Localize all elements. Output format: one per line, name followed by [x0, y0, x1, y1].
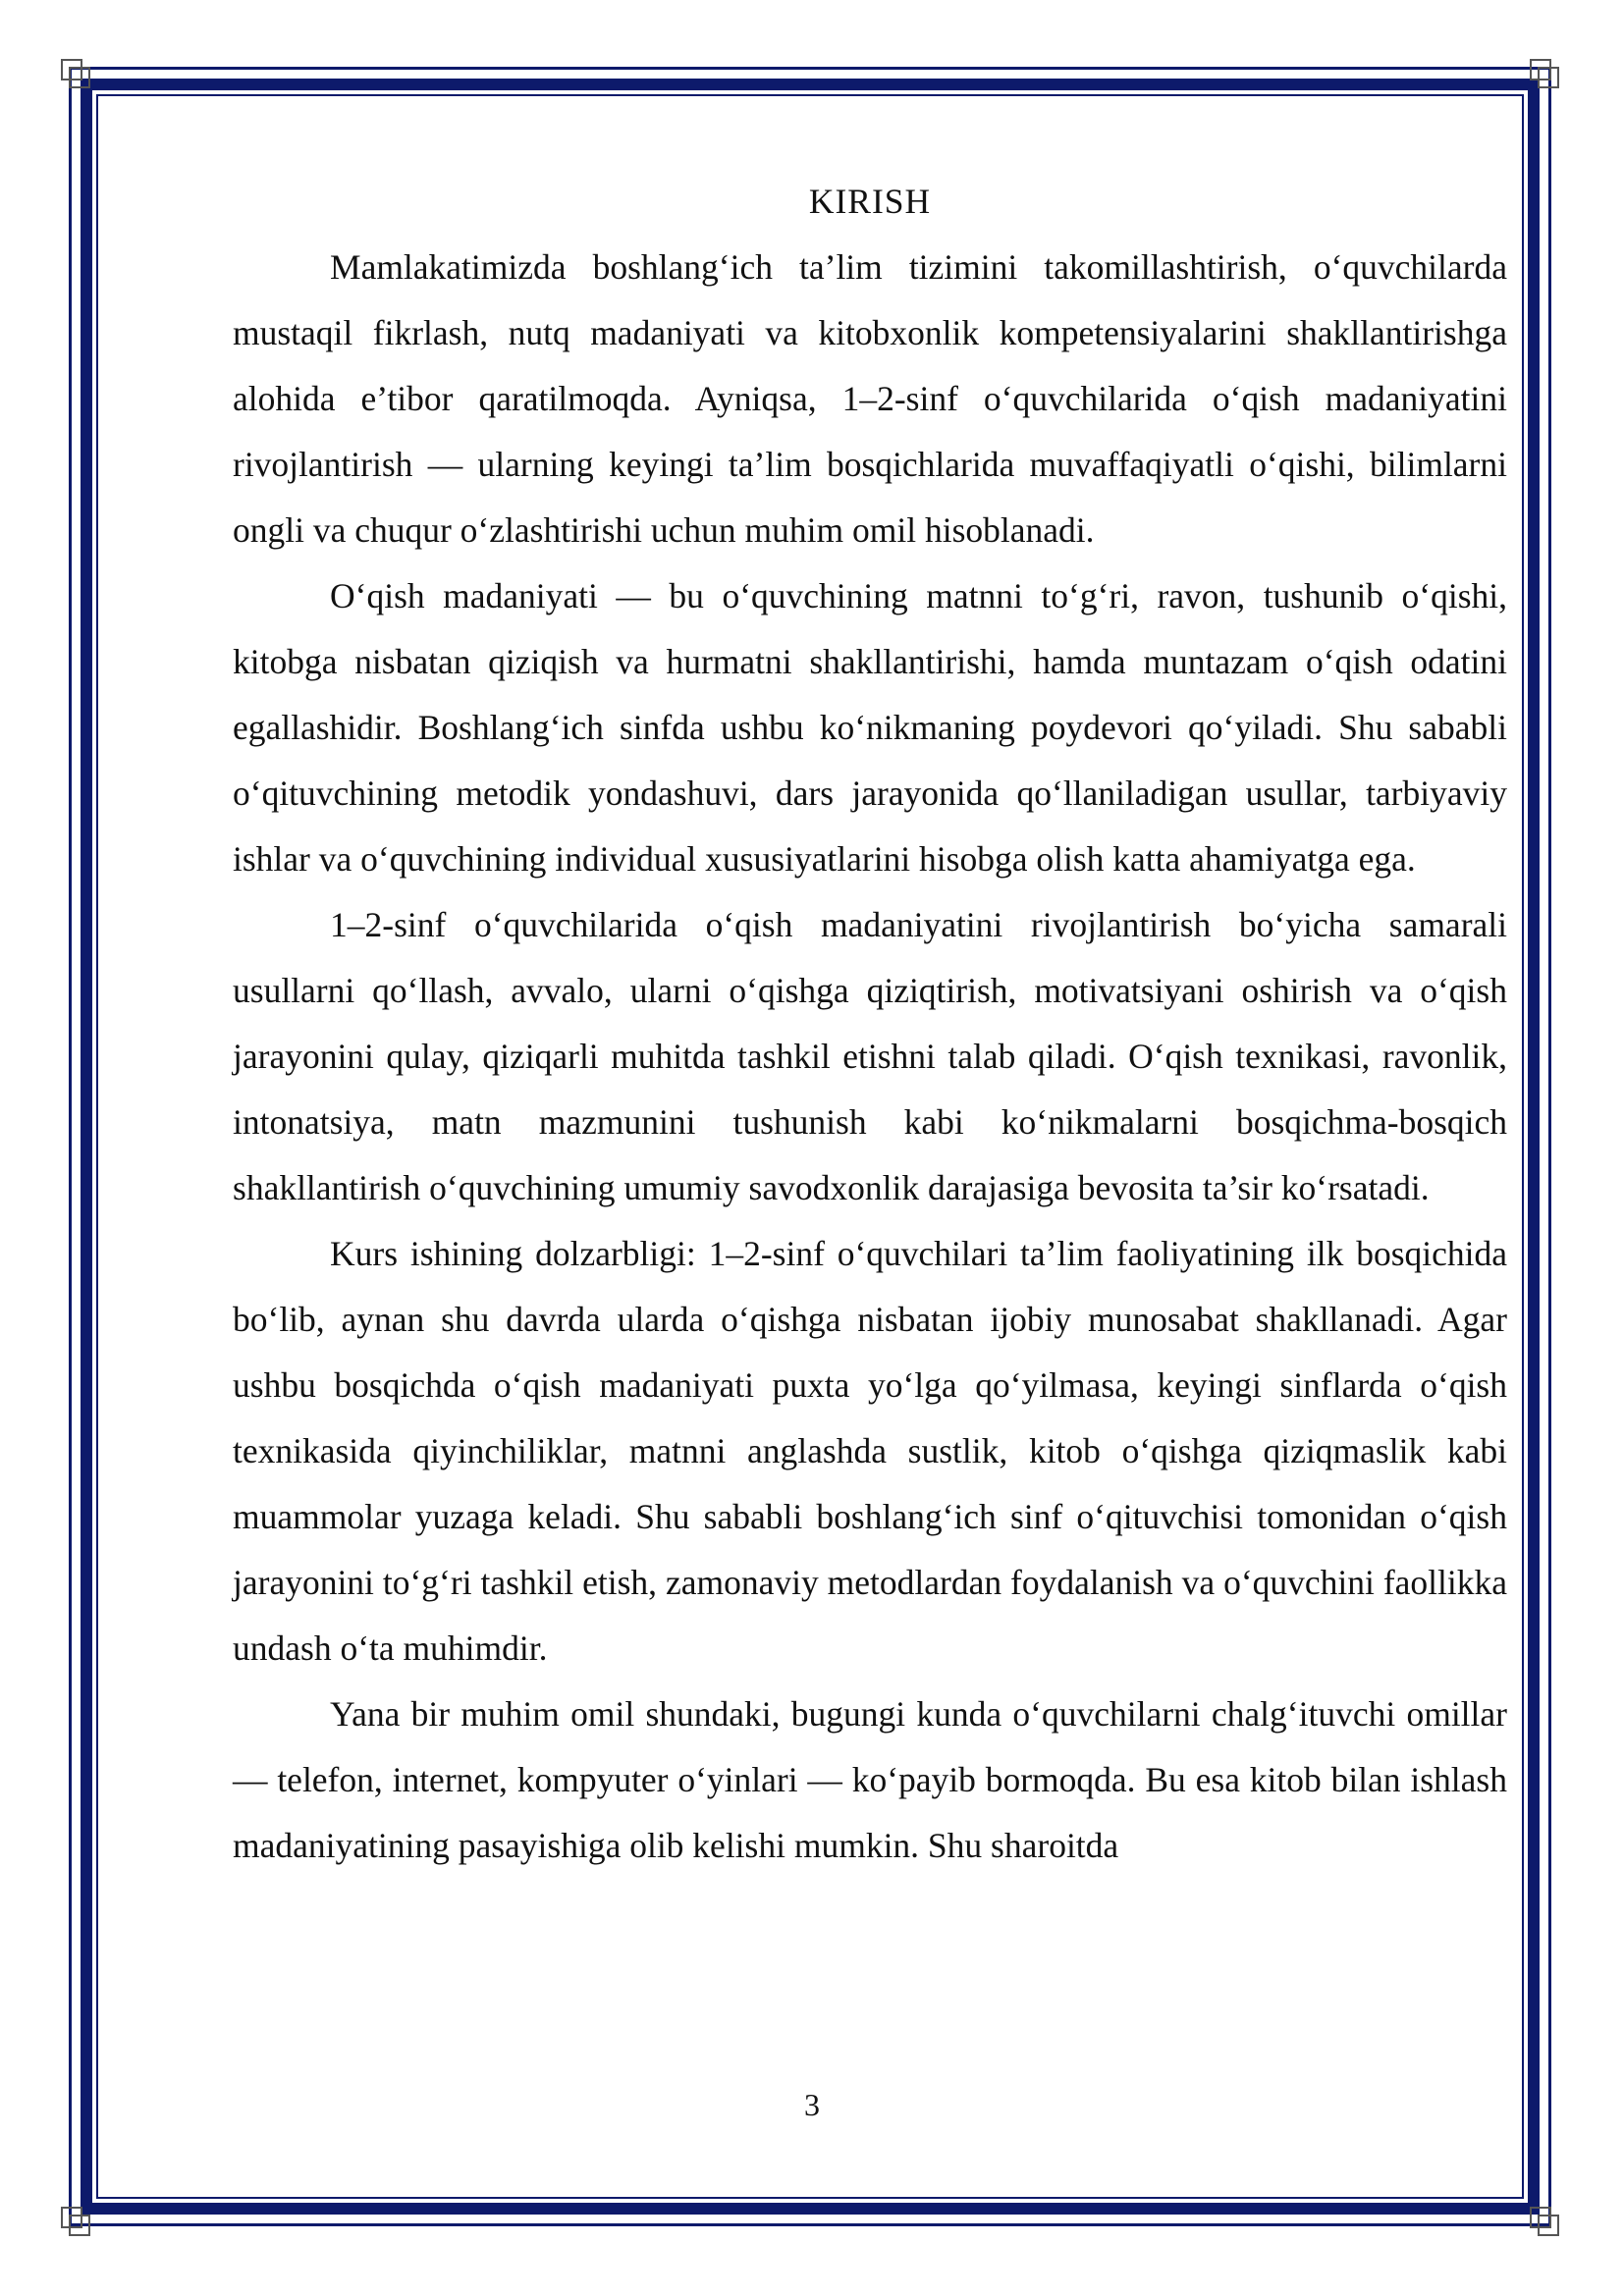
- paragraph-reading-culture: O‘qish madaniyati — bu o‘quvchining matnni to‘g‘ri, ravon, tushunib o‘qishi, kitobga nisbatan qiziqish va hurmatni shakllantirishi, hamda muntazam o‘qish odatini egallashidir. Boshlang‘ich sinfda ushbu ko‘nikmaning poydevori qo‘yiladi. Shu sababli o‘qituvchining metodik yondashuvi, dars jarayonida qo‘llaniladigan usullar, tarbiyaviy ishlar va o‘quvchining individual xususiyatlarini hisobga olish katta ahamiyatga ega.: [233, 576, 1507, 879]
- page-content: [233, 169, 1507, 1879]
- paragraph-methods: 1–2-sinf o‘quvchilarida o‘qish madaniyatini rivojlantirish bo‘yicha samarali usullarni qo‘llash, avvalo, ularni o‘qishga qiziqtirish, motivatsiyani oshirish va o‘qish jarayonini qulay, qiziqarli muhitda tashkil etishni talab qiladi. O‘qish texnikasi, ravonlik, intonatsiya, matn mazmunini tushunish kabi ko‘nikmalarni bosqichma-bosqich shakllantirish o‘quvchining umumiy savodxonlik darajasiga bevosita ta’sir ko‘rsatadi.: [233, 905, 1507, 1207]
- section-heading: KIRISH: [808, 182, 932, 221]
- corner-ornament-bottom-left: [61, 2207, 90, 2236]
- paragraph-distractions: Yana bir muhim omil shundaki, bugungi kunda o‘quvchilarni chalg‘ituvchi omillar — telefon, internet, kompyuter o‘yinlari — ko‘payib bormoqda. Bu esa kitob bilan ishlash madaniyatining pasayishiga olib kelishi mumkin. Shu sharoitda: [233, 1694, 1507, 1865]
- page-number: 3: [804, 2087, 820, 2122]
- paragraph-intro: Mamlakatimizda boshlang‘ich ta’lim tizimini takomillashtirish, o‘quvchilarda mustaqil fikrlash, nutq madaniyati va kitobxonlik kompetensiyalarini shakllantirishga alohida e’tibor qaratilmoqda. Ayniqsa, 1–2-sinf o‘quvchilarida o‘qish madaniyatini rivojlantirish — ularning keyingi ta’lim bosqichlarida muvaffaqiyatli o‘qishi, bilimlarni ongli va chuqur o‘zlashtirishi uchun muhim omil hisoblanadi.: [233, 247, 1507, 550]
- corner-ornament-top-right: [1530, 59, 1559, 88]
- corner-ornament-bottom-right: [1530, 2207, 1559, 2236]
- corner-ornament-top-left: [61, 59, 90, 88]
- paragraph-relevance: Kurs ishining dolzarbligi: 1–2-sinf o‘quvchilari ta’lim faoliyatining ilk bosqichida bo‘lib, aynan shu davrda ularda o‘qishga nisbatan ijobiy munosabat shakllanadi. Agar ushbu bosqichda o‘qish madaniyati puxta yo‘lga qo‘yilmasa, keyingi sinflarda o‘qish texnikasida qiyinchiliklar, matnni anglashda sustlik, kitob o‘qishga qiziqmaslik kabi muammolar yuzaga keladi. Shu sababli boshlang‘ich sinf o‘qituvchisi tomonidan o‘qish jarayonini to‘g‘ri tashkil etish, zamonaviy metodlardan foydalanish va o‘quvchini faollikka undash o‘ta muhimdir.: [233, 1234, 1507, 1668]
